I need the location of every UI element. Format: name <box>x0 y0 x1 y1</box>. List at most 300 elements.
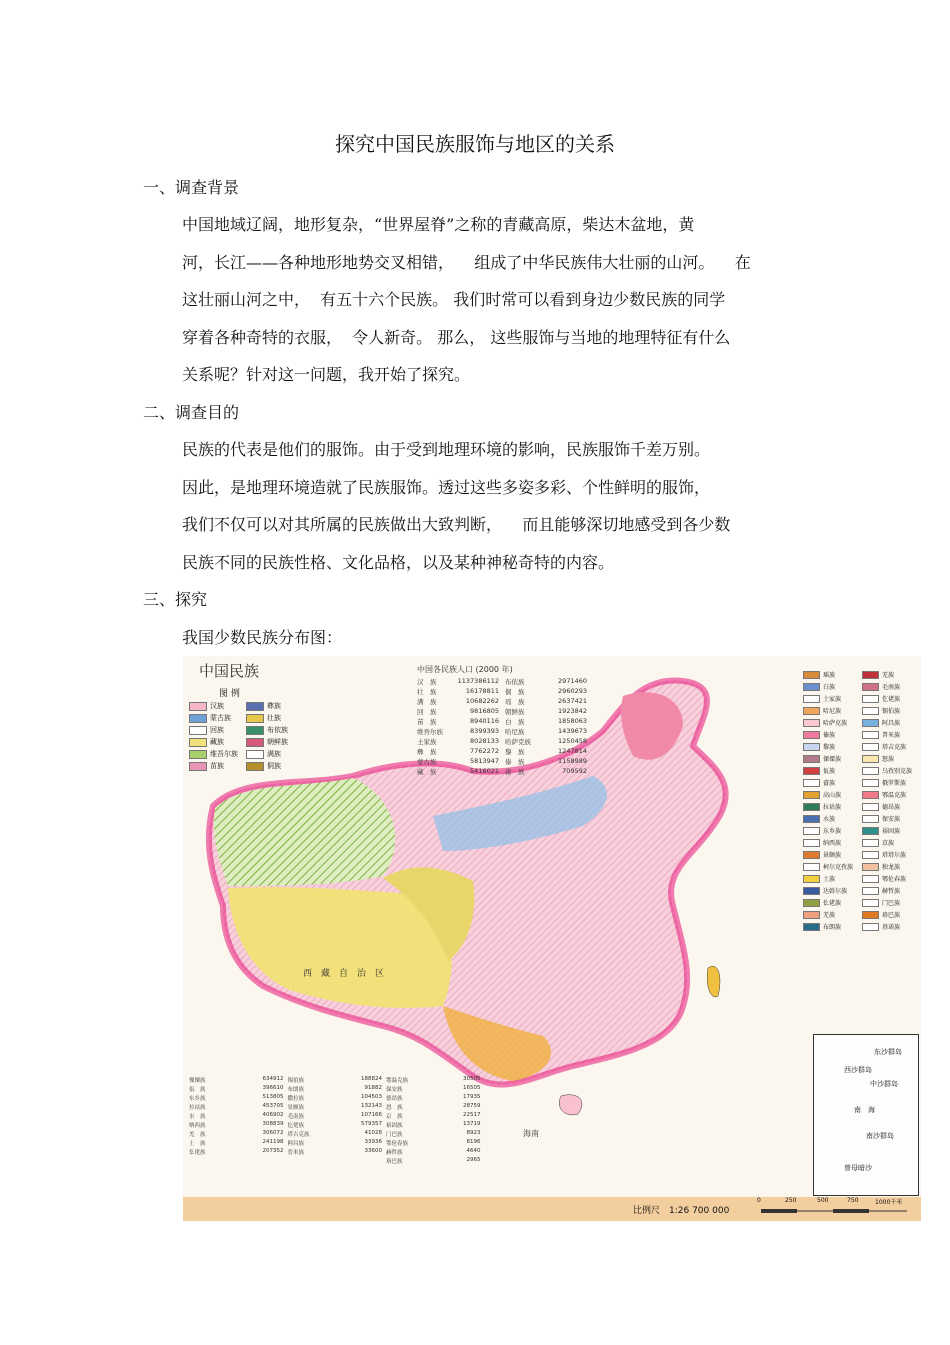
legend-swatch <box>246 702 264 711</box>
bottom-population-row <box>485 1076 580 1084</box>
right-legend-item <box>803 670 860 679</box>
legend-swatch <box>803 875 820 883</box>
paragraph-line: 关系呢？针对这一问题，我开始了探究。 <box>182 365 471 384</box>
ethnic-name: 汉 族 <box>417 678 437 686</box>
bottom-population-row <box>485 1085 580 1093</box>
population-value: 107166 <box>361 1112 382 1118</box>
legend-label: 羌族 <box>823 912 836 919</box>
legend-label: 高山族 <box>823 792 842 799</box>
right-legend-item <box>862 754 919 763</box>
bottom-population-row <box>386 1112 481 1120</box>
bottom-population-row <box>189 1094 284 1102</box>
bottom-population-row <box>485 1139 580 1147</box>
inset-label: 南 海 <box>854 1106 875 1114</box>
legend-swatch <box>862 731 879 739</box>
population-row <box>505 737 587 746</box>
population-row <box>505 707 587 716</box>
legend-label: 纳西族 <box>823 840 842 847</box>
bottom-population-row <box>485 1121 580 1129</box>
population-row <box>417 677 499 686</box>
bottom-population-row <box>288 1085 383 1093</box>
population-value: 10682262 <box>465 697 499 705</box>
legend-swatch <box>246 726 264 735</box>
right-legend-item <box>862 706 919 715</box>
bottom-population-row <box>288 1112 383 1120</box>
legend-label: 毛南族 <box>882 684 901 691</box>
paragraph-line: 因此，是地理环境造就了民族服饰。透过这些多姿多彩、个性鲜明的服饰， <box>182 478 711 497</box>
legend-item <box>246 749 299 759</box>
right-legend-grid <box>803 670 919 931</box>
population-value: 306072 <box>262 1130 284 1136</box>
legend-swatch <box>189 738 207 747</box>
region-xinjiang <box>214 778 395 886</box>
legend-label: 拉祜族 <box>823 804 842 811</box>
legend-swatch <box>803 839 820 847</box>
population-row <box>505 747 587 756</box>
paragraph-line: 我们不仅可以对其所属的民族做出大致判断， 而且能够深切地感受到各少数 <box>182 515 731 534</box>
map-legend-left <box>189 686 299 771</box>
legend-swatch <box>803 731 820 739</box>
right-legend-item <box>803 814 860 823</box>
ethnic-name: 阿昌族 <box>287 1141 305 1147</box>
ethnic-name: 佤 族 <box>189 1087 206 1093</box>
legend-swatch <box>862 851 879 859</box>
legend-label: 仡佬族 <box>882 696 901 703</box>
legend-label: 东乡族 <box>823 828 842 835</box>
right-legend-item <box>862 718 919 727</box>
ethnic-name: 塔吉克族 <box>287 1132 310 1138</box>
population-value: 33600 <box>364 1148 382 1154</box>
ethnic-name: 京 族 <box>386 1114 403 1120</box>
legend-swatch <box>246 762 264 771</box>
population-row <box>417 747 499 756</box>
legend-label: 瑶族 <box>823 672 836 679</box>
population-value: 8028133 <box>470 737 499 745</box>
population-row <box>417 687 499 696</box>
right-legend-item <box>803 874 860 883</box>
bottom-population-row <box>386 1130 481 1138</box>
population-value: 513805 <box>262 1094 284 1100</box>
section-heading: 二、调查目的 <box>143 403 240 422</box>
right-legend-item <box>862 862 919 871</box>
bottom-population-table <box>189 1076 579 1165</box>
bottom-population-row <box>189 1148 284 1156</box>
inset-label: 东沙群岛 <box>874 1048 902 1056</box>
inset-label: 南沙群岛 <box>866 1132 894 1140</box>
ethnic-name: 保安族 <box>386 1087 403 1093</box>
right-legend-item <box>803 706 860 715</box>
population-table <box>417 664 587 776</box>
legend-label: 维吾尔族 <box>210 750 238 758</box>
ethnic-name: 傈僳族 <box>189 1078 206 1084</box>
ethnic-name: 朝鲜族 <box>505 708 525 716</box>
ethnic-name: 满 族 <box>417 698 437 706</box>
legend-label: 佤族 <box>823 768 836 775</box>
ethnic-name: 苗 族 <box>417 718 437 726</box>
legend-label: 苗族 <box>210 762 224 770</box>
south-china-sea-inset <box>813 1034 919 1196</box>
population-value: 1439673 <box>558 727 587 735</box>
population-row <box>417 767 499 776</box>
legend-label: 裕固族 <box>882 828 901 835</box>
right-legend-item <box>862 850 919 859</box>
legend-label: 保安族 <box>882 816 901 823</box>
right-legend-item <box>803 886 860 895</box>
legend-label: 乌孜别克族 <box>882 768 913 775</box>
section-heading: 三、探究 <box>143 590 208 609</box>
legend-label: 壮族 <box>267 714 281 722</box>
ethnic-name: 藏 族 <box>417 768 437 776</box>
legend-swatch <box>803 707 820 715</box>
ethnic-name: 黎 族 <box>505 748 525 756</box>
bottom-population-row <box>386 1148 481 1156</box>
legend-swatch <box>803 887 820 895</box>
ethnic-name: 白 族 <box>505 718 525 726</box>
population-value: 8399393 <box>470 727 499 735</box>
ethnic-name: 壮 族 <box>417 688 437 696</box>
population-value: 5416021 <box>470 767 499 775</box>
ethnic-name: 傣 族 <box>505 758 525 766</box>
ethnic-name: 水 族 <box>189 1114 206 1120</box>
map-legend-right <box>803 670 919 931</box>
population-value: 8923 <box>466 1130 481 1136</box>
right-legend-item <box>862 910 919 919</box>
population-value: 308839 <box>262 1121 284 1127</box>
population-row <box>417 737 499 746</box>
sea-label-hainan: 海南 <box>523 1129 539 1138</box>
legend-swatch <box>862 803 879 811</box>
paragraph-line: 这壮丽山河之中， 有五十六个民族。 我们时常可以看到身边少数民族的同学 <box>182 290 726 309</box>
scale-tick-label: 0 <box>757 1197 761 1204</box>
legend-swatch <box>189 702 207 711</box>
legend-swatch <box>246 750 264 759</box>
legend-swatch <box>862 707 879 715</box>
right-legend-item <box>862 742 919 751</box>
population-value: 1250458 <box>558 737 587 745</box>
right-legend-item <box>803 778 860 787</box>
right-legend-item <box>862 874 919 883</box>
legend-label: 水族 <box>823 816 836 823</box>
legend-label: 塔塔尔族 <box>882 852 907 859</box>
right-legend-item <box>803 922 860 931</box>
page-title: 探究中国民族服饰与地区的关系 <box>335 132 615 156</box>
legend-swatch <box>246 738 264 747</box>
legend-swatch <box>803 851 820 859</box>
right-legend-item <box>803 766 860 775</box>
legend-swatch <box>189 726 207 735</box>
inset-label: 中沙群岛 <box>870 1080 898 1088</box>
ethnic-name: 蒙古族 <box>417 758 437 766</box>
right-legend-item <box>803 898 860 907</box>
legend-swatch <box>803 911 820 919</box>
legend-grid <box>189 701 299 771</box>
right-legend-item <box>803 694 860 703</box>
population-value: 2971460 <box>558 677 587 685</box>
bottom-population-grid <box>189 1076 579 1165</box>
right-legend-item <box>862 814 919 823</box>
bottom-population-row <box>189 1103 284 1111</box>
ethnic-name: 仡佬族 <box>287 1123 305 1129</box>
population-value: 1158989 <box>558 757 587 765</box>
legend-label: 怒族 <box>882 756 895 763</box>
population-row <box>417 707 499 716</box>
population-grid <box>417 677 587 776</box>
right-legend-item <box>862 694 919 703</box>
bottom-population-row <box>189 1139 284 1147</box>
scale-tick-label: 250 <box>785 1197 797 1204</box>
right-legend-item <box>862 898 919 907</box>
legend-label: 布朗族 <box>823 924 842 931</box>
population-value: 2960293 <box>558 687 587 695</box>
scale-label: 比例尺 1:26 700 000 <box>633 1206 730 1216</box>
legend-swatch <box>803 755 820 763</box>
right-legend-item <box>862 886 919 895</box>
legend-swatch <box>189 750 207 759</box>
ethnic-distribution-map <box>183 656 921 1221</box>
bottom-population-row <box>288 1139 383 1147</box>
legend-label: 布依族 <box>267 726 288 734</box>
ethnic-name: 维吾尔族 <box>417 728 443 736</box>
ethnic-name: 怒 族 <box>386 1105 403 1111</box>
population-value: 41028 <box>364 1130 382 1136</box>
legend-swatch <box>862 743 879 751</box>
population-value: 396610 <box>262 1085 284 1091</box>
ethnic-name: 鄂伦春族 <box>386 1141 409 1147</box>
paragraph-line: 民族的代表是他们的服饰。由于受到地理环境的影响，民族服饰千差万别。 <box>182 440 711 459</box>
population-row <box>417 757 499 766</box>
right-legend-item <box>862 826 919 835</box>
bottom-population-row <box>485 1157 580 1165</box>
legend-item <box>189 713 242 723</box>
right-legend-item <box>862 922 919 931</box>
right-legend-item <box>803 742 860 751</box>
legend-swatch <box>803 827 820 835</box>
legend-label: 畲族 <box>823 780 836 787</box>
right-legend-item <box>862 778 919 787</box>
legend-swatch <box>862 923 879 931</box>
right-legend-item <box>803 754 860 763</box>
ethnic-name: 德昂族 <box>386 1096 403 1102</box>
bottom-population-row <box>386 1076 481 1084</box>
scale-tick-label: 1000千米 <box>875 1199 903 1206</box>
bottom-population-row <box>485 1148 580 1156</box>
taiwan-island <box>707 966 720 997</box>
legend-swatch <box>862 899 879 907</box>
population-value: 7762272 <box>470 747 499 755</box>
legend-label: 独龙族 <box>882 864 901 871</box>
population-value: 22517 <box>463 1112 481 1118</box>
ethnic-name: 哈尼族 <box>505 728 525 736</box>
legend-swatch <box>862 815 879 823</box>
ethnic-name: 布朗族 <box>287 1087 305 1093</box>
ethnic-name: 畲 族 <box>505 768 525 776</box>
paragraph-line: 河，长江——各种地形地势交叉相错， 组成了中华民族伟大壮丽的山河。 在 <box>182 253 751 272</box>
population-value: 634912 <box>262 1076 284 1082</box>
bottom-population-row <box>288 1148 383 1156</box>
bottom-population-row <box>386 1139 481 1147</box>
legend-swatch <box>862 887 879 895</box>
population-value: 91882 <box>364 1085 382 1091</box>
scale-tick-label: 750 <box>847 1197 859 1204</box>
legend-label: 藏族 <box>210 738 224 746</box>
region-label-tibet: 西 藏 自 治 区 <box>303 969 385 979</box>
population-value: 1858063 <box>558 717 587 725</box>
legend-label: 鄂伦春族 <box>882 876 907 883</box>
legend-label: 阿昌族 <box>882 720 901 727</box>
legend-label: 羌族 <box>882 672 895 679</box>
legend-swatch <box>862 719 879 727</box>
right-legend-item <box>803 790 860 799</box>
legend-label: 傈僳族 <box>823 756 842 763</box>
legend-label: 蒙古族 <box>210 714 231 722</box>
population-row <box>417 697 499 706</box>
legend-heading: 图 例 <box>219 689 240 699</box>
population-row <box>505 727 587 736</box>
legend-swatch <box>803 815 820 823</box>
legend-label: 基诺族 <box>882 924 901 931</box>
legend-swatch <box>189 762 207 771</box>
population-value: 132143 <box>361 1103 382 1109</box>
legend-label: 门巴族 <box>882 900 901 907</box>
legend-item <box>246 737 299 747</box>
population-value: 9816805 <box>470 707 499 715</box>
legend-swatch <box>862 767 879 775</box>
legend-swatch <box>803 863 820 871</box>
population-value: 406902 <box>262 1112 284 1118</box>
population-row <box>505 677 587 686</box>
legend-label: 柯尔克孜族 <box>823 864 854 871</box>
ethnic-name: 赫哲族 <box>386 1150 403 1156</box>
bottom-population-row <box>485 1130 580 1138</box>
bottom-population-row <box>485 1103 580 1111</box>
legend-label: 黎族 <box>823 744 836 751</box>
right-legend-item <box>862 802 919 811</box>
legend-swatch <box>862 839 879 847</box>
legend-item <box>189 701 242 711</box>
ethnic-name: 撒拉族 <box>287 1096 305 1102</box>
population-value: 13719 <box>463 1121 481 1127</box>
legend-swatch <box>803 779 820 787</box>
legend-swatch <box>803 767 820 775</box>
legend-item <box>189 749 242 759</box>
bottom-population-row <box>288 1157 383 1165</box>
legend-label: 仫佬族 <box>823 900 842 907</box>
legend-swatch <box>862 791 879 799</box>
legend-label: 普米族 <box>882 732 901 739</box>
population-value: 33936 <box>364 1139 382 1145</box>
bottom-population-row <box>386 1157 481 1165</box>
population-value: 30505 <box>463 1076 481 1082</box>
legend-item <box>246 761 299 771</box>
population-row <box>505 717 587 726</box>
population-value: 16178811 <box>465 687 499 695</box>
bottom-population-row <box>288 1121 383 1129</box>
legend-swatch <box>803 671 820 679</box>
bottom-population-row <box>288 1094 383 1102</box>
legend-swatch <box>862 779 879 787</box>
legend-swatch <box>189 714 207 723</box>
legend-swatch <box>862 695 879 703</box>
legend-swatch <box>862 755 879 763</box>
right-legend-item <box>803 862 860 871</box>
right-legend-item <box>862 838 919 847</box>
legend-swatch <box>803 923 820 931</box>
bottom-population-row <box>386 1085 481 1093</box>
population-row <box>505 757 587 766</box>
population-row <box>505 687 587 696</box>
legend-item <box>189 761 242 771</box>
right-legend-item <box>803 718 860 727</box>
map-title: 中国民族 <box>199 662 260 680</box>
population-value: 16505 <box>463 1085 481 1091</box>
ethnic-name: 景颇族 <box>287 1105 305 1111</box>
legend-label: 朝鲜族 <box>267 738 288 746</box>
ethnic-name: 土 族 <box>189 1141 206 1147</box>
right-legend-item <box>862 790 919 799</box>
ethnic-name: 鄂温克族 <box>386 1078 409 1084</box>
legend-swatch <box>862 827 879 835</box>
legend-label: 哈萨克族 <box>823 720 848 727</box>
ethnic-name: 土家族 <box>417 738 437 746</box>
legend-label: 土族 <box>823 876 836 883</box>
bottom-population-row <box>189 1085 284 1093</box>
bottom-population-row <box>288 1130 383 1138</box>
legend-swatch <box>803 695 820 703</box>
paragraph-line: 中国地域辽阔，地形复杂，“世界屋脊”之称的青藏高原，柴达木盆地，黄 <box>182 215 695 234</box>
ethnic-name: 纳西族 <box>189 1123 206 1129</box>
population-value: 17935 <box>463 1094 481 1100</box>
legend-swatch <box>803 791 820 799</box>
section-heading: 一、调查背景 <box>143 178 240 197</box>
bottom-population-row <box>485 1094 580 1102</box>
population-value: 1137386112 <box>457 677 499 685</box>
scale-bar <box>183 1197 921 1221</box>
inset-label: 西沙群岛 <box>844 1066 872 1074</box>
bottom-population-row <box>189 1157 284 1165</box>
bottom-population-row <box>386 1103 481 1111</box>
population-value: 28759 <box>463 1103 481 1109</box>
population-value: 8196 <box>466 1139 481 1145</box>
bottom-population-row <box>189 1112 284 1120</box>
legend-item <box>189 725 242 735</box>
legend-swatch <box>803 719 820 727</box>
population-row <box>417 727 499 736</box>
legend-swatch <box>803 803 820 811</box>
legend-label: 回族 <box>210 726 224 734</box>
right-legend-item <box>803 682 860 691</box>
right-legend-item <box>862 670 919 679</box>
legend-label: 达斡尔族 <box>823 888 848 895</box>
right-legend-item <box>803 910 860 919</box>
population-value: 2965 <box>466 1157 481 1163</box>
ethnic-name: 拉祜族 <box>189 1105 206 1111</box>
legend-label: 俄罗斯族 <box>882 780 907 787</box>
ethnic-name: 羌 族 <box>189 1132 206 1138</box>
ethnic-name: 侗 族 <box>505 688 525 696</box>
bottom-population-row <box>386 1094 481 1102</box>
population-value: 579357 <box>361 1121 382 1127</box>
ethnic-name: 裕固族 <box>386 1123 403 1129</box>
ethnic-name: 毛南族 <box>287 1114 305 1120</box>
ethnic-name: 回 族 <box>417 708 437 716</box>
legend-swatch <box>862 671 879 679</box>
ethnic-name: 仫佬族 <box>189 1150 206 1156</box>
right-legend-item <box>862 730 919 739</box>
population-value: 2637421 <box>558 697 587 705</box>
legend-item <box>246 701 299 711</box>
legend-swatch <box>246 714 264 723</box>
ethnic-name: 彝 族 <box>417 748 437 756</box>
